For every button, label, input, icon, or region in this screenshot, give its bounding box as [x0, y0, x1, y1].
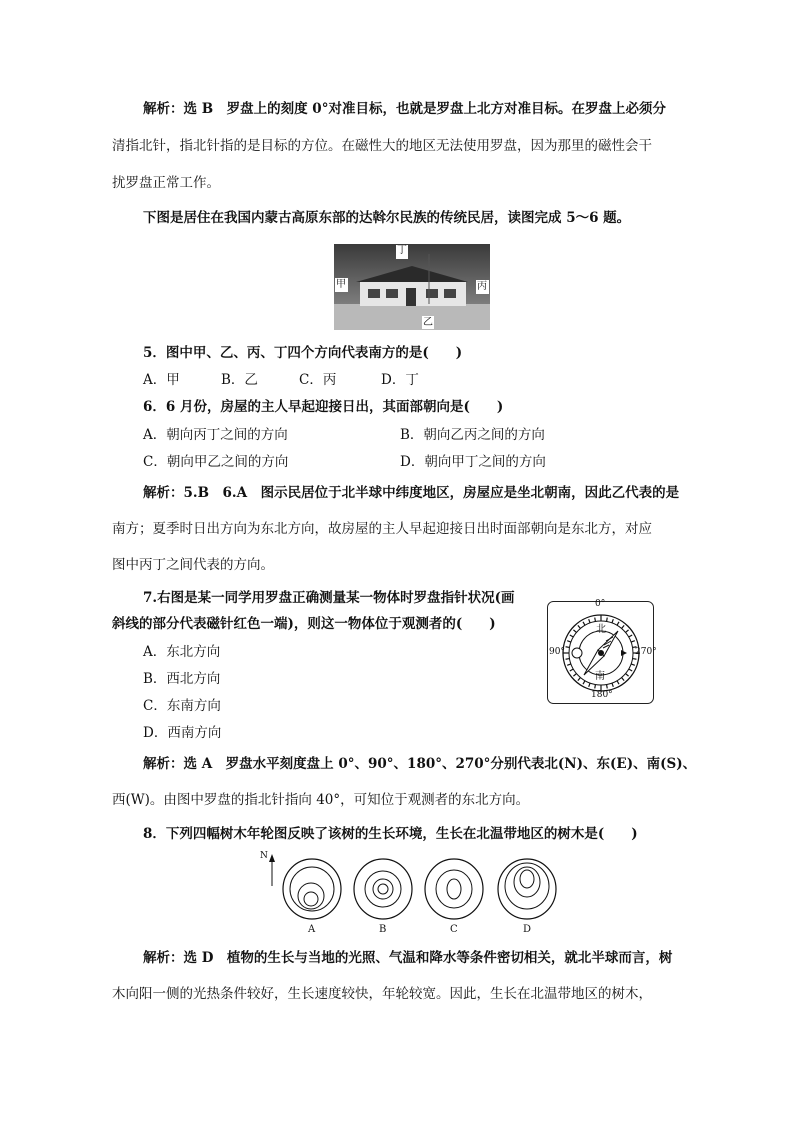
rings-label-d: D: [523, 924, 532, 935]
q5-option-c: C．丙: [299, 372, 337, 388]
compass-tick: [595, 618, 596, 622]
q8-answer-line-1: 解析：选 D 植物的生长与当地的光照、气温和降水等条件密切相关，就北半球而言，树: [143, 950, 673, 966]
q4-answer-line-2: 清指北针，指北针指的是目标的方位。在磁性大的地区无法使用罗盘，因为那里的磁性会干: [112, 138, 652, 154]
label-bing: 丙: [477, 281, 487, 292]
q5-option-a: A．甲: [143, 372, 180, 388]
q7-stem-line-2: 斜线的部分代表磁针红色一端)，则这一物体位于观测者的( ): [112, 616, 496, 632]
compass-tick: [566, 659, 570, 660]
q7-answer-line-2: 西(W)。由图中罗盘的指北针指向 40°，可知位于观测者的东北方向。: [112, 792, 530, 808]
q8-stem: 8．下列四幅树木年轮图反映了该树的生长环境，生长在北温带地区的树木是( ): [143, 826, 638, 842]
rings-label-c: C: [450, 924, 458, 935]
q4-answer-line-3: 扰罗盘正常工作。: [112, 175, 220, 191]
compass-tick: [607, 618, 608, 622]
q7-answer-line-1: 解析：选 A 罗盘水平刻度盘上 0°、90°、180°、270°分别代表北(N)、东(E)、南(S)、: [143, 756, 697, 772]
compass-tick: [607, 685, 608, 689]
q6-option-d: D．朝向甲丁之间的方向: [400, 454, 546, 470]
compass-figure: [547, 599, 657, 704]
q5-6-answer-line-1: 解析：5.B 6.A 图示民居位于北半球中纬度地区，房屋应是坐北朝南，因此乙代表的是: [143, 485, 680, 501]
label-ding: 丁: [397, 245, 407, 256]
compass-tick: [633, 659, 637, 660]
q4-answer-line-1: 解析：选 B 罗盘上的刻度 0°对准目标，也就是罗盘上北方对准目标。在罗盘上必须分: [143, 101, 666, 117]
house-photo: [334, 244, 490, 330]
compass-180: 180°: [591, 690, 613, 700]
intro-5-6: 下图是居住在我国内蒙古高原东部的达斡尔民族的传统民居，读图完成 5～6 题。: [143, 210, 631, 226]
compass-270: 270°: [635, 647, 657, 657]
compass-90: 90°: [549, 647, 565, 657]
tree-rings-figure: [258, 848, 558, 938]
q7-stem-line-1: 7.右图是某一同学用罗盘正确测量某一物体时罗盘指针状况(画: [143, 590, 515, 606]
label-jia: 甲: [336, 279, 346, 290]
compass-south: 南: [595, 671, 605, 682]
label-yi: 乙: [423, 317, 433, 328]
rings-north-label: N: [260, 851, 268, 861]
q6-option-a: A．朝向丙丁之间的方向: [143, 427, 288, 443]
rings-label-a: A: [308, 924, 316, 935]
compass-tick: [566, 647, 570, 648]
q6-option-c: C．朝向甲乙之间的方向: [143, 454, 289, 470]
q7-option-d: D．西南方向: [143, 725, 222, 741]
compass-0: 0°: [595, 599, 606, 609]
q7-option-a: A．东北方向: [143, 644, 221, 660]
q8-answer-line-2: 木向阳一侧的光热条件较好，生长速度较快，年轮较宽。因此，生长在北温带地区的树木，: [112, 986, 652, 1002]
q7-option-c: C．东南方向: [143, 698, 221, 714]
q5-6-answer-line-2: 南方；夏季时日出方向为东北方向，故房屋的主人早起迎接日出时面部朝向是东北方，对应: [112, 521, 652, 537]
rings-label-b: B: [379, 924, 387, 935]
q6-option-b: B．朝向乙丙之间的方向: [400, 427, 545, 443]
compass-tick: [595, 685, 596, 689]
q5-option-d: D．丁: [381, 372, 419, 388]
q5-option-b: B．乙: [221, 372, 258, 388]
q5-6-answer-line-3: 图中丙丁之间代表的方向。: [112, 557, 274, 573]
q7-option-b: B．西北方向: [143, 671, 221, 687]
q5-stem: 5．图中甲、乙、丙、丁四个方向代表南方的是( ): [143, 345, 463, 361]
q6-stem: 6．6 月份，房屋的主人早起迎接日出，其面部朝向是( ): [143, 399, 504, 415]
compass-north: 北: [596, 624, 606, 635]
